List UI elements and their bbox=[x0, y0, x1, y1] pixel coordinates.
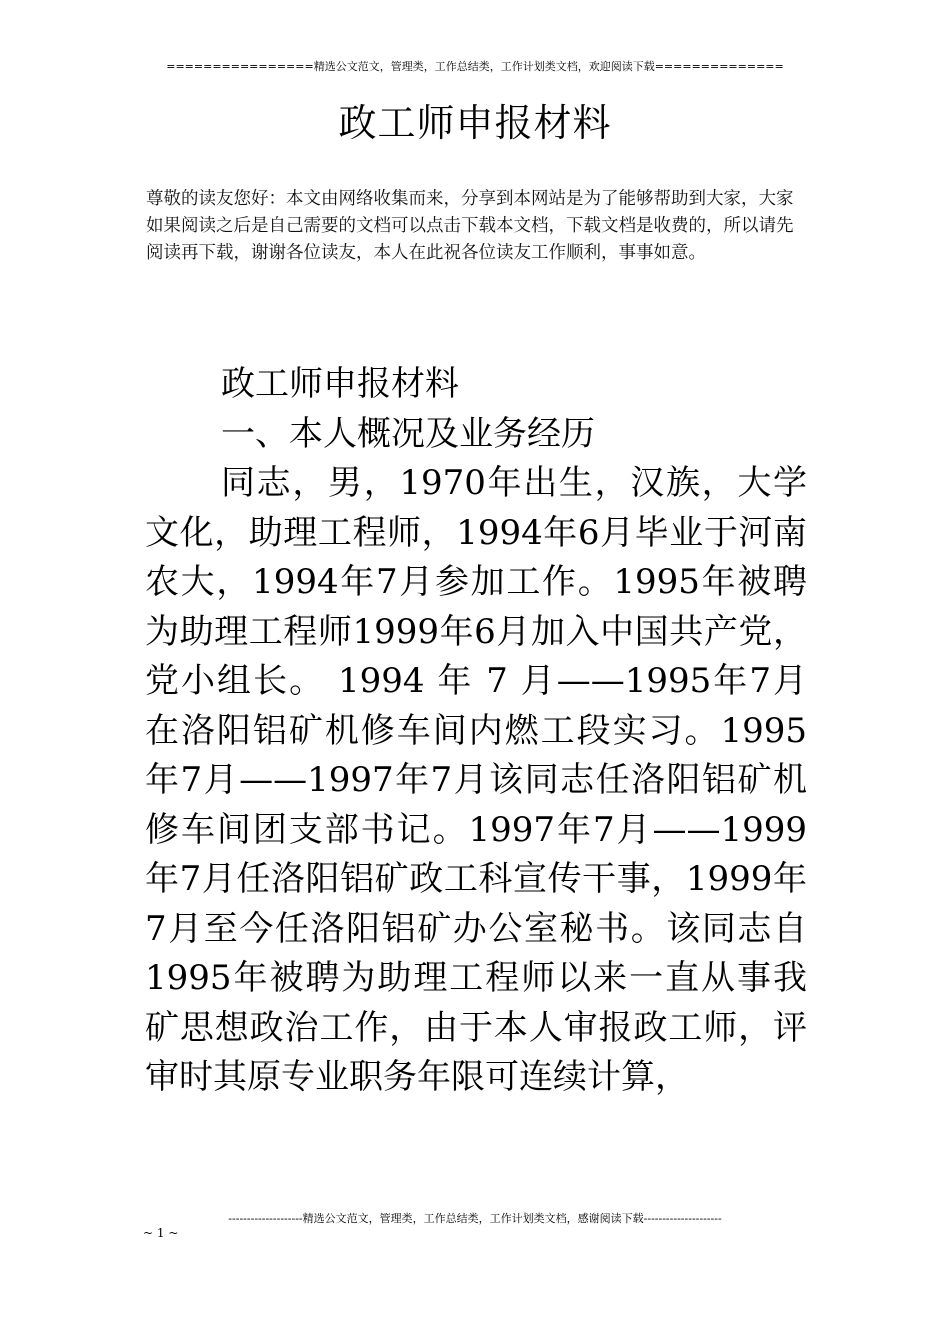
body-heading: 政工师申报材料 bbox=[221, 364, 459, 404]
document-body bbox=[145, 360, 807, 1103]
document-title: 政工师申报材料 bbox=[338, 101, 612, 145]
header-banner: ================精选公文范文，管理类，工作总结类，工作计划类文档，欢迎阅读下载============== bbox=[166, 60, 784, 73]
reader-notice: 尊敬的读友您好：本文由网络收集而来，分享到本网站是为了能够帮助到大家，大家如果阅读之后是自己需要的文档可以点击下载本文档，下载文档是收费的，所以请先阅读再下载，谢谢各位读友，本人在此祝各位读友工作顺利，事事如意。 bbox=[146, 189, 794, 263]
page-number: ~ 1 ~ bbox=[143, 1226, 179, 1240]
section-heading: 一、本人概况及业务经历 bbox=[221, 413, 595, 454]
body-paragraph: 同志，男，1970年出生，汉族，大学文化，助理工程师，1994年6月毕业于河南农大，1994年7月参加工作。1995年被聘为助理工程师1999年6月加入中国共产党，党小组长。 1994 年 7 月——1995年7月在洛阳铝矿机修车间内燃工段实习。1995年7月——1997年7月该同志任洛阳铝矿机修车间团支部书记。1997年7月——1999年7月任洛阳铝矿政工科宣传干事，1999年7月至今任洛阳铝矿办公室秘书。该同志自1995年被聘为助理工程师以来一直从事我矿思想政治工作，由于本人审报政工师，评审时其原专业职务年限可连续计算， bbox=[145, 463, 807, 1097]
footer-banner: --------------------精选公文范文，管理类，工作总结类，工作计划类文档，感谢阅读下载--------------------- bbox=[228, 1212, 722, 1225]
